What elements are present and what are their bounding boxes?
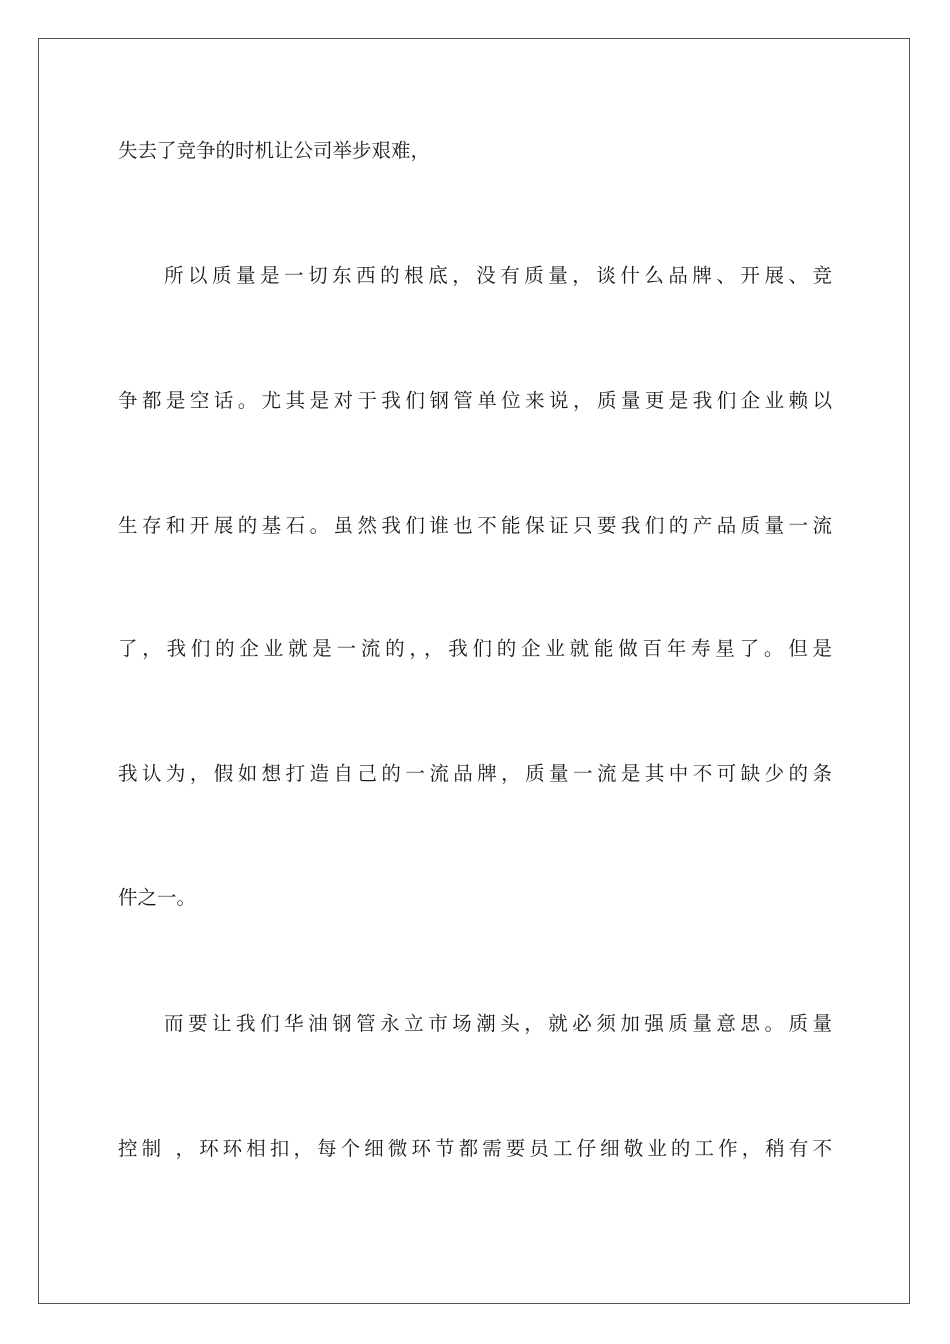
text-line-4: 生存和开展的基石。虽然我们谁也不能保证只要我们的产品质量一流 [118,514,832,537]
text-line-5: 了，我们的企业就是一流的，，我们的企业就能做百年寿星了。但是 [118,637,832,660]
text-line-1: 失去了竞争的时机让公司举步艰难， [118,139,431,162]
text-line-3: 争都是空话。尤其是对于我们钢管单位来说，质量更是我们企业赖以 [118,389,832,412]
text-line-6: 我认为，假如想打造自己的一流品牌，质量一流是其中不可缺少的条 [118,762,832,785]
text-line-8: 而要让我们华油钢管永立市场潮头，就必须加强质量意思。质量 [164,1012,832,1035]
text-line-2: 所以质量是一切东西的根底，没有质量，谈什么品牌、开展、竞 [164,264,832,287]
text-line-9: 控制 ，环环相扣，每个细微环节都需要员工仔细敬业的工作，稍有不 [118,1137,832,1160]
text-line-7: 件之一。 [118,886,197,909]
page-border [38,38,910,1304]
